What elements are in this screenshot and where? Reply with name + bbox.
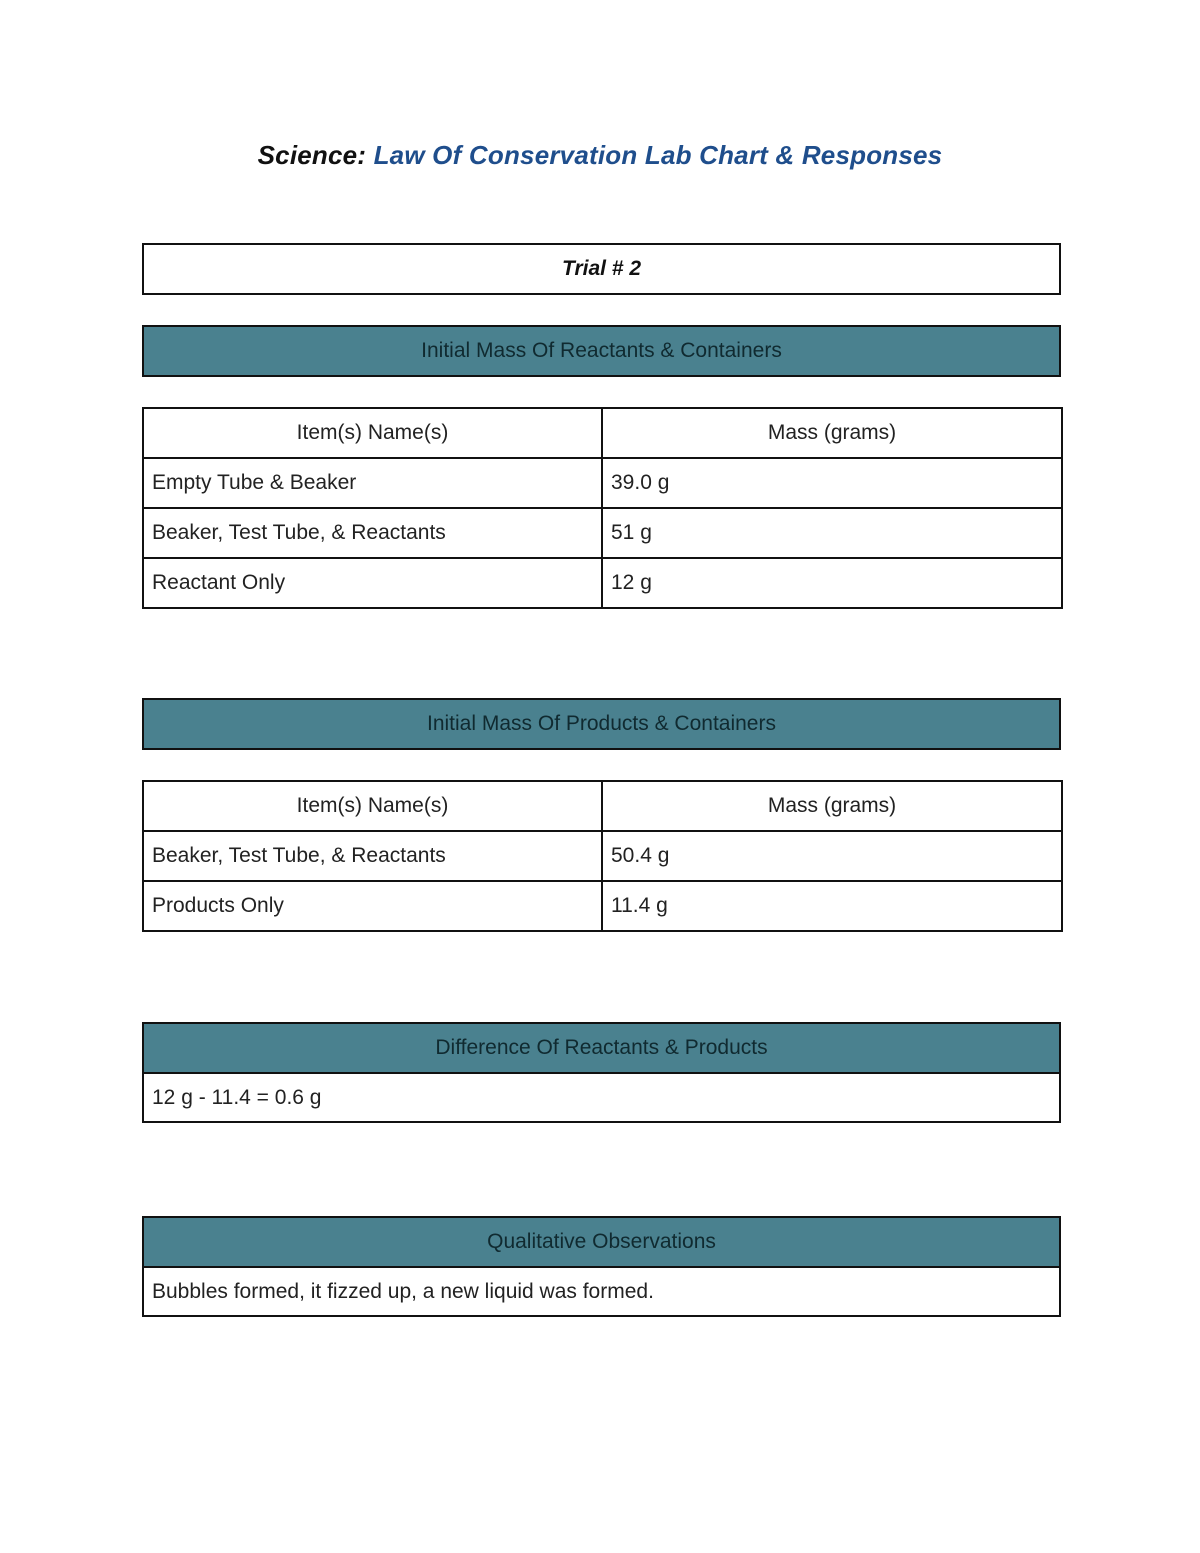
item-name-cell: Products Only	[143, 881, 602, 931]
mass-cell: 11.4 g	[602, 881, 1062, 931]
page-title-subject: Science:	[257, 140, 367, 170]
observations-value: Bubbles formed, it fizzed up, a new liquid was formed.	[152, 1279, 654, 1303]
item-name-cell: Empty Tube & Beaker	[143, 458, 602, 508]
observations-heading: Qualitative Observations	[144, 1218, 1059, 1268]
difference-section	[142, 1022, 1061, 1123]
column-header-mass: Mass (grams)	[602, 781, 1062, 831]
products-table	[142, 780, 1063, 932]
item-name-cell: Reactant Only	[143, 558, 602, 608]
table-header-row	[143, 781, 1062, 831]
table-row	[143, 831, 1062, 881]
page-title-topic: Law Of Conservation Lab Chart & Responses	[366, 140, 943, 170]
column-header-item: Item(s) Name(s)	[143, 408, 602, 458]
mass-cell: 51 g	[602, 508, 1062, 558]
table-row	[143, 881, 1062, 931]
item-name-cell: Beaker, Test Tube, & Reactants	[143, 508, 602, 558]
observations-section	[142, 1216, 1061, 1317]
column-header-item: Item(s) Name(s)	[143, 781, 602, 831]
difference-value: 12 g - 11.4 = 0.6 g	[152, 1085, 322, 1109]
table-row	[143, 458, 1062, 508]
mass-cell: 12 g	[602, 558, 1062, 608]
difference-heading: Difference Of Reactants & Products	[144, 1024, 1059, 1074]
mass-cell: 39.0 g	[602, 458, 1062, 508]
trial-label: Trial # 2	[142, 243, 1061, 295]
reactants-table	[142, 407, 1063, 609]
mass-cell: 50.4 g	[602, 831, 1062, 881]
column-header-mass: Mass (grams)	[602, 408, 1062, 458]
reactants-heading: Initial Mass Of Reactants & Containers	[142, 325, 1061, 377]
table-row	[143, 558, 1062, 608]
table-row	[143, 508, 1062, 558]
item-name-cell: Beaker, Test Tube, & Reactants	[143, 831, 602, 881]
page-title	[0, 140, 1200, 171]
products-heading: Initial Mass Of Products & Containers	[142, 698, 1061, 750]
table-header-row	[143, 408, 1062, 458]
